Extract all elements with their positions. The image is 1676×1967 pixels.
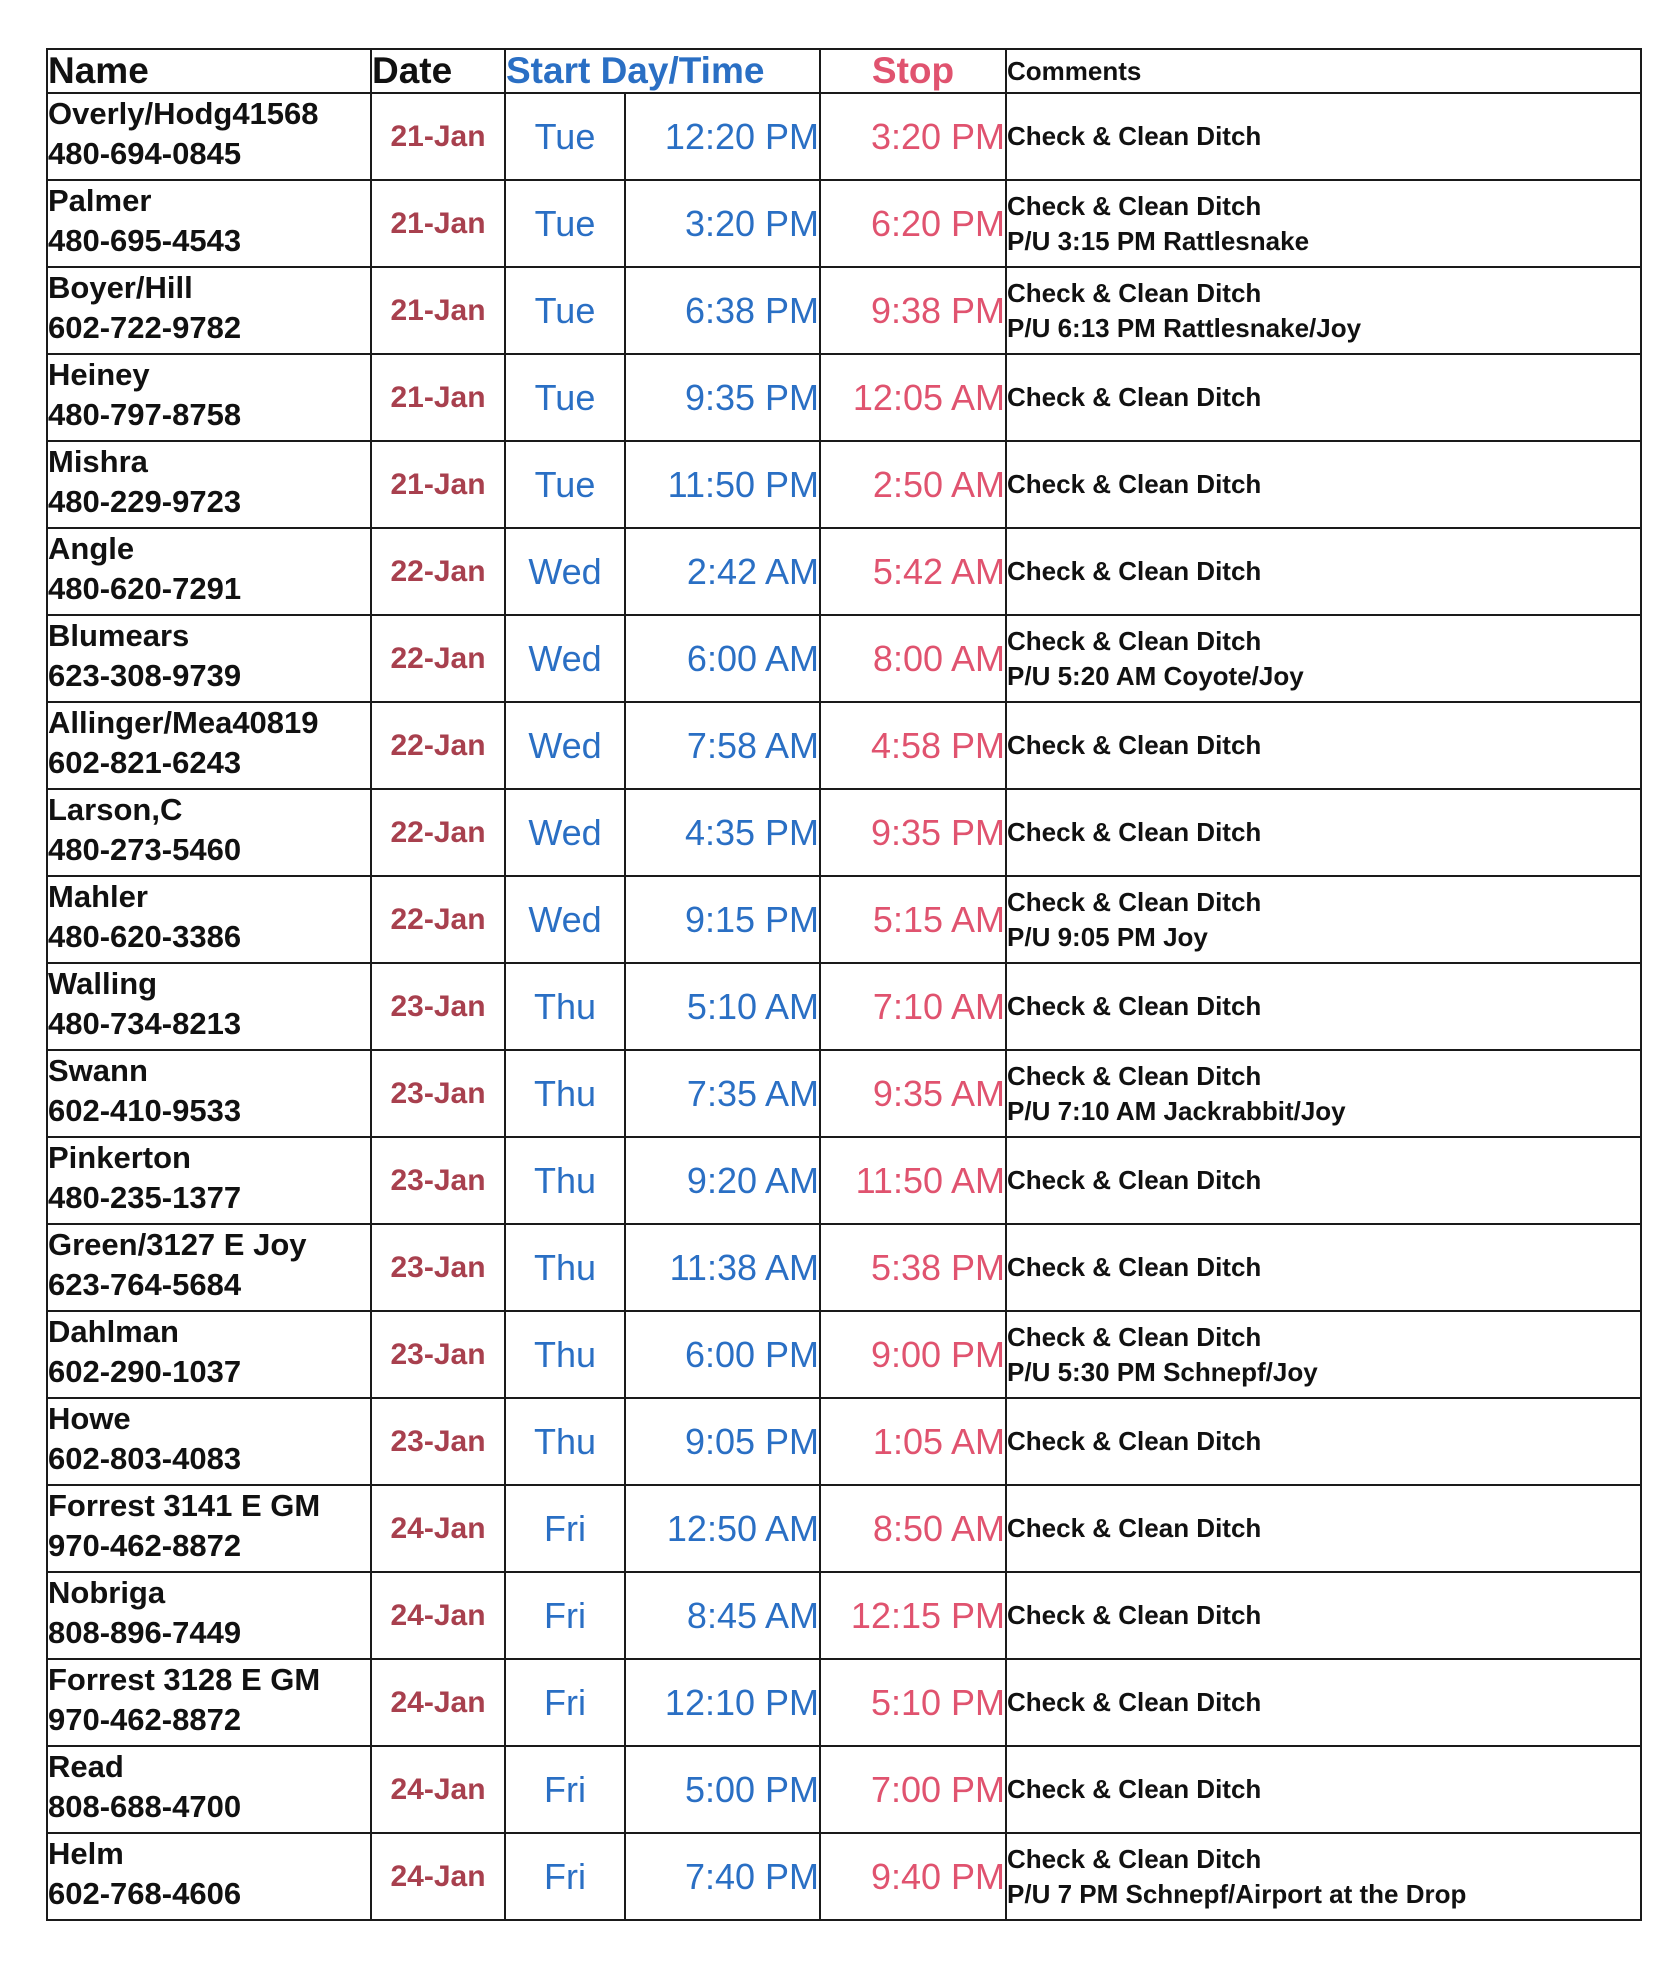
- stop-time-cell: 12:05 AM: [820, 354, 1006, 441]
- comment-line-2: P/U 3:15 PM Rattlesnake: [1007, 225, 1310, 256]
- name-cell: [47, 876, 371, 963]
- stop-time-cell: 5:38 PM: [820, 1224, 1006, 1311]
- start-day-cell: Thu: [505, 1137, 625, 1224]
- phone-number: 480-694-0845: [48, 136, 242, 171]
- start-day-cell: Fri: [505, 1572, 625, 1659]
- stop-time-cell: 3:20 PM: [820, 93, 1006, 180]
- stop-time-cell: 7:10 AM: [820, 963, 1006, 1050]
- comments-cell: [1006, 1050, 1641, 1137]
- comment-line-1: Check & Clean Ditch: [1007, 1426, 1262, 1456]
- start-day-cell: Fri: [505, 1659, 625, 1746]
- table-row: [47, 702, 1641, 789]
- person-name: Allinger/Mea40819: [48, 705, 319, 740]
- date-cell: 22-Jan: [371, 789, 505, 876]
- person-name: Boyer/Hill: [48, 270, 193, 305]
- name-cell: [47, 1224, 371, 1311]
- stop-time-cell: 8:50 AM: [820, 1485, 1006, 1572]
- comment-line-2: P/U 7 PM Schnepf/Airport at the Drop: [1007, 1878, 1467, 1909]
- start-time-cell: 7:58 AM: [625, 702, 820, 789]
- start-day-cell: Fri: [505, 1833, 625, 1920]
- date-cell: 23-Jan: [371, 1224, 505, 1311]
- phone-number: 602-722-9782: [48, 310, 242, 345]
- comments-cell: [1006, 963, 1641, 1050]
- person-name: Nobriga: [48, 1575, 166, 1610]
- table-row: [47, 441, 1641, 528]
- name-cell: [47, 528, 371, 615]
- start-day-cell: Wed: [505, 789, 625, 876]
- phone-number: 602-768-4606: [48, 1876, 242, 1911]
- table-row: [47, 528, 1641, 615]
- comment-line-1: Check & Clean Ditch: [1007, 1060, 1262, 1091]
- start-time-cell: 12:50 AM: [625, 1485, 820, 1572]
- start-day-cell: Wed: [505, 702, 625, 789]
- table-row: [47, 789, 1641, 876]
- person-name: Overly/Hodg41568: [48, 96, 319, 131]
- comments-cell: [1006, 1659, 1641, 1746]
- table-row: [47, 1224, 1641, 1311]
- comment-line-2: P/U 5:30 PM Schnepf/Joy: [1007, 1356, 1318, 1387]
- phone-number: 602-821-6243: [48, 745, 242, 780]
- comment-line-1: Check & Clean Ditch: [1007, 1774, 1262, 1804]
- phone-number: 602-410-9533: [48, 1093, 242, 1128]
- phone-number: 480-620-7291: [48, 571, 242, 606]
- stop-time-cell: 12:15 PM: [820, 1572, 1006, 1659]
- comments-cell: [1006, 876, 1641, 963]
- irrigation-schedule-table: [46, 48, 1642, 1921]
- header-date: Date: [371, 49, 505, 93]
- stop-time-cell: 6:20 PM: [820, 180, 1006, 267]
- person-name: Palmer: [48, 183, 152, 218]
- comments-cell: [1006, 1485, 1641, 1572]
- table-row: [47, 1050, 1641, 1137]
- stop-time-cell: 5:42 AM: [820, 528, 1006, 615]
- start-time-cell: 9:05 PM: [625, 1398, 820, 1485]
- comment-line-1: Check & Clean Ditch: [1007, 991, 1262, 1021]
- table-row: [47, 1746, 1641, 1833]
- person-name: Forrest 3128 E GM: [48, 1662, 321, 1697]
- start-time-cell: 6:00 PM: [625, 1311, 820, 1398]
- date-cell: 24-Jan: [371, 1572, 505, 1659]
- start-day-cell: Tue: [505, 93, 625, 180]
- start-day-cell: Tue: [505, 441, 625, 528]
- phone-number: 480-797-8758: [48, 397, 242, 432]
- person-name: Mishra: [48, 444, 148, 479]
- comments-cell: [1006, 180, 1641, 267]
- person-name: Blumears: [48, 618, 190, 653]
- start-time-cell: 11:38 AM: [625, 1224, 820, 1311]
- table-row: [47, 615, 1641, 702]
- phone-number: 480-695-4543: [48, 223, 242, 258]
- comment-line-1: Check & Clean Ditch: [1007, 190, 1262, 221]
- comments-cell: [1006, 1746, 1641, 1833]
- comment-line-1: Check & Clean Ditch: [1007, 277, 1262, 308]
- name-cell: [47, 354, 371, 441]
- comments-cell: [1006, 93, 1641, 180]
- start-time-cell: 5:10 AM: [625, 963, 820, 1050]
- comments-cell: [1006, 267, 1641, 354]
- comments-cell: [1006, 1398, 1641, 1485]
- table-row: [47, 267, 1641, 354]
- phone-number: 970-462-8872: [48, 1702, 242, 1737]
- comment-line-1: Check & Clean Ditch: [1007, 1321, 1262, 1352]
- start-time-cell: 9:35 PM: [625, 354, 820, 441]
- stop-time-cell: 9:00 PM: [820, 1311, 1006, 1398]
- start-day-cell: Wed: [505, 528, 625, 615]
- date-cell: 21-Jan: [371, 441, 505, 528]
- phone-number: 602-803-4083: [48, 1441, 242, 1476]
- person-name: Walling: [48, 966, 158, 1001]
- table-row: [47, 1485, 1641, 1572]
- comment-line-1: Check & Clean Ditch: [1007, 556, 1262, 586]
- date-cell: 24-Jan: [371, 1485, 505, 1572]
- comment-line-2: P/U 5:20 AM Coyote/Joy: [1007, 660, 1304, 691]
- date-cell: 21-Jan: [371, 267, 505, 354]
- person-name: Angle: [48, 531, 135, 566]
- stop-time-cell: 9:40 PM: [820, 1833, 1006, 1920]
- name-cell: [47, 1137, 371, 1224]
- name-cell: [47, 615, 371, 702]
- comment-line-1: Check & Clean Ditch: [1007, 1687, 1262, 1717]
- stop-time-cell: 8:00 AM: [820, 615, 1006, 702]
- comments-cell: [1006, 1137, 1641, 1224]
- table-row: [47, 1659, 1641, 1746]
- name-cell: [47, 1485, 371, 1572]
- comment-line-1: Check & Clean Ditch: [1007, 1513, 1262, 1543]
- date-cell: 23-Jan: [371, 1137, 505, 1224]
- stop-time-cell: 5:10 PM: [820, 1659, 1006, 1746]
- comments-cell: [1006, 354, 1641, 441]
- phone-number: 480-734-8213: [48, 1006, 242, 1041]
- person-name: Mahler: [48, 879, 148, 914]
- phone-number: 602-290-1037: [48, 1354, 242, 1389]
- start-day-cell: Fri: [505, 1485, 625, 1572]
- name-cell: [47, 789, 371, 876]
- phone-number: 808-688-4700: [48, 1789, 242, 1824]
- date-cell: 22-Jan: [371, 702, 505, 789]
- header-comments: Comments: [1006, 49, 1641, 93]
- stop-time-cell: 7:00 PM: [820, 1746, 1006, 1833]
- phone-number: 623-308-9739: [48, 658, 242, 693]
- comments-cell: [1006, 615, 1641, 702]
- date-cell: 21-Jan: [371, 354, 505, 441]
- date-cell: 23-Jan: [371, 963, 505, 1050]
- person-name: Read: [48, 1749, 124, 1784]
- stop-time-cell: 1:05 AM: [820, 1398, 1006, 1485]
- name-cell: [47, 1572, 371, 1659]
- comment-line-1: Check & Clean Ditch: [1007, 730, 1262, 760]
- start-time-cell: 3:20 PM: [625, 180, 820, 267]
- name-cell: [47, 267, 371, 354]
- start-time-cell: 9:20 AM: [625, 1137, 820, 1224]
- stop-time-cell: 4:58 PM: [820, 702, 1006, 789]
- start-time-cell: 9:15 PM: [625, 876, 820, 963]
- comments-cell: [1006, 1572, 1641, 1659]
- table-row: [47, 1398, 1641, 1485]
- person-name: Howe: [48, 1401, 131, 1436]
- date-cell: 22-Jan: [371, 876, 505, 963]
- schedule-rows: [47, 93, 1641, 1920]
- name-cell: [47, 963, 371, 1050]
- comments-cell: [1006, 702, 1641, 789]
- start-day-cell: Thu: [505, 1311, 625, 1398]
- phone-number: 480-229-9723: [48, 484, 242, 519]
- comment-line-1: Check & Clean Ditch: [1007, 1165, 1262, 1195]
- comment-line-1: Check & Clean Ditch: [1007, 382, 1262, 412]
- table-row: [47, 1311, 1641, 1398]
- header-stop: Stop: [820, 49, 1006, 93]
- person-name: Swann: [48, 1053, 148, 1088]
- comment-line-2: P/U 9:05 PM Joy: [1007, 921, 1208, 952]
- table-row: [47, 354, 1641, 441]
- table-row: [47, 963, 1641, 1050]
- comments-cell: [1006, 1224, 1641, 1311]
- name-cell: [47, 441, 371, 528]
- phone-number: 480-235-1377: [48, 1180, 242, 1215]
- phone-number: 808-896-7449: [48, 1615, 242, 1650]
- start-time-cell: 7:35 AM: [625, 1050, 820, 1137]
- comment-line-1: Check & Clean Ditch: [1007, 1600, 1262, 1630]
- date-cell: 23-Jan: [371, 1050, 505, 1137]
- table-row: [47, 1833, 1641, 1920]
- table-row: [47, 1572, 1641, 1659]
- comment-line-1: Check & Clean Ditch: [1007, 817, 1262, 847]
- header-start-day-time: Start Day/Time: [505, 49, 820, 93]
- start-time-cell: 5:00 PM: [625, 1746, 820, 1833]
- start-day-cell: Tue: [505, 267, 625, 354]
- date-cell: 22-Jan: [371, 615, 505, 702]
- date-cell: 24-Jan: [371, 1659, 505, 1746]
- start-time-cell: 4:35 PM: [625, 789, 820, 876]
- comment-line-2: P/U 7:10 AM Jackrabbit/Joy: [1007, 1095, 1346, 1126]
- date-cell: 24-Jan: [371, 1833, 505, 1920]
- stop-time-cell: 2:50 AM: [820, 441, 1006, 528]
- comment-line-1: Check & Clean Ditch: [1007, 886, 1262, 917]
- start-time-cell: 2:42 AM: [625, 528, 820, 615]
- table-row: [47, 1137, 1641, 1224]
- name-cell: [47, 1659, 371, 1746]
- name-cell: [47, 180, 371, 267]
- name-cell: [47, 1311, 371, 1398]
- comment-line-1: Check & Clean Ditch: [1007, 121, 1262, 151]
- start-day-cell: Fri: [505, 1746, 625, 1833]
- phone-number: 623-764-5684: [48, 1267, 242, 1302]
- table-row: [47, 93, 1641, 180]
- stop-time-cell: 5:15 AM: [820, 876, 1006, 963]
- start-day-cell: Thu: [505, 1224, 625, 1311]
- name-cell: [47, 1398, 371, 1485]
- phone-number: 480-273-5460: [48, 832, 242, 867]
- person-name: Helm: [48, 1836, 124, 1871]
- stop-time-cell: 9:38 PM: [820, 267, 1006, 354]
- date-cell: 21-Jan: [371, 180, 505, 267]
- start-time-cell: 7:40 PM: [625, 1833, 820, 1920]
- start-day-cell: Tue: [505, 354, 625, 441]
- table-row: [47, 876, 1641, 963]
- table-row: [47, 180, 1641, 267]
- comments-cell: [1006, 789, 1641, 876]
- comments-cell: [1006, 441, 1641, 528]
- name-cell: [47, 1746, 371, 1833]
- person-name: Forrest 3141 E GM: [48, 1488, 321, 1523]
- start-time-cell: 6:38 PM: [625, 267, 820, 354]
- date-cell: 23-Jan: [371, 1398, 505, 1485]
- comment-line-1: Check & Clean Ditch: [1007, 625, 1262, 656]
- name-cell: [47, 1833, 371, 1920]
- start-time-cell: 6:00 AM: [625, 615, 820, 702]
- start-time-cell: 12:10 PM: [625, 1659, 820, 1746]
- start-day-cell: Wed: [505, 876, 625, 963]
- person-name: Pinkerton: [48, 1140, 191, 1175]
- name-cell: [47, 1050, 371, 1137]
- comment-line-1: Check & Clean Ditch: [1007, 1843, 1262, 1874]
- start-time-cell: 11:50 PM: [625, 441, 820, 528]
- name-cell: [47, 702, 371, 789]
- header-row: [47, 49, 1641, 93]
- date-cell: 23-Jan: [371, 1311, 505, 1398]
- person-name: Green/3127 E Joy: [48, 1227, 307, 1262]
- date-cell: 24-Jan: [371, 1746, 505, 1833]
- start-day-cell: Thu: [505, 1050, 625, 1137]
- comments-cell: [1006, 528, 1641, 615]
- stop-time-cell: 11:50 AM: [820, 1137, 1006, 1224]
- comments-cell: [1006, 1833, 1641, 1920]
- comment-line-1: Check & Clean Ditch: [1007, 469, 1262, 499]
- person-name: Dahlman: [48, 1314, 179, 1349]
- start-time-cell: 8:45 AM: [625, 1572, 820, 1659]
- start-time-cell: 12:20 PM: [625, 93, 820, 180]
- phone-number: 970-462-8872: [48, 1528, 242, 1563]
- start-day-cell: Tue: [505, 180, 625, 267]
- stop-time-cell: 9:35 PM: [820, 789, 1006, 876]
- name-cell: [47, 93, 371, 180]
- date-cell: 21-Jan: [371, 93, 505, 180]
- start-day-cell: Wed: [505, 615, 625, 702]
- phone-number: 480-620-3386: [48, 919, 242, 954]
- start-day-cell: Thu: [505, 1398, 625, 1485]
- comment-line-1: Check & Clean Ditch: [1007, 1252, 1262, 1282]
- person-name: Heiney: [48, 357, 150, 392]
- comments-cell: [1006, 1311, 1641, 1398]
- person-name: Larson,C: [48, 792, 183, 827]
- start-day-cell: Thu: [505, 963, 625, 1050]
- stop-time-cell: 9:35 AM: [820, 1050, 1006, 1137]
- date-cell: 22-Jan: [371, 528, 505, 615]
- comment-line-2: P/U 6:13 PM Rattlesnake/Joy: [1007, 312, 1362, 343]
- header-name: Name: [47, 49, 371, 93]
